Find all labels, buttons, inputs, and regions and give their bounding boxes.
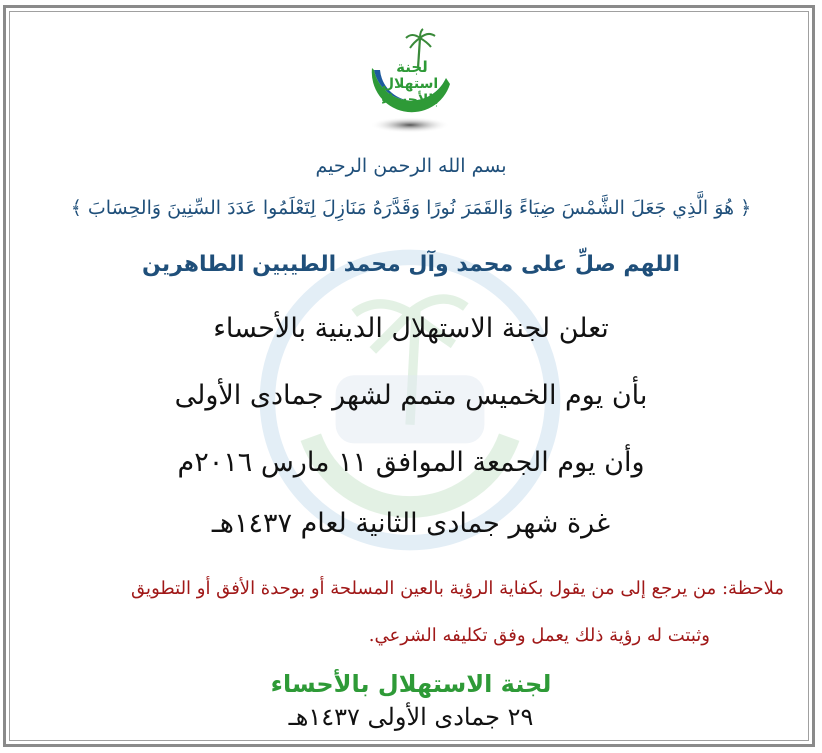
note-line-1: ملاحظة: من يرجع إلى من يقول بكفاية الرؤية بالعين المسلحة أو بوحدة الأفق أو التطويق — [131, 578, 784, 599]
committee-signature: لجنة الاستهلال بالأحساء — [270, 670, 552, 698]
salawat-line: اللهم صلِّ على محمد وآل محمد الطيبين الطاهرين — [142, 252, 680, 277]
logo-word-3: بالأحساء — [381, 92, 439, 108]
announcement-line-4: غرة شهر جمادى الثانية لعام ١٤٣٧هـ — [211, 508, 611, 539]
committee-logo — [360, 28, 460, 136]
announcement-line-2: بأن يوم الخميس متمم لشهر جمادى الأولى — [174, 380, 648, 411]
note-line-2: وثبتت له رؤية ذلك يعمل وفق تكليفه الشرعي. — [368, 625, 710, 646]
announcement-line-1: تعلن لجنة الاستهلال الدينية بالأحساء — [213, 313, 609, 344]
logo-word-1: لجنة — [396, 58, 428, 76]
logo-word-2: استهلال — [381, 76, 439, 92]
quran-verse: ﴿ هُوَ الَّذِي جَعَلَ الشَّمْسَ ضِيَاءً وَالقَمَرَ نُورًا وَقَدَّرَهُ مَنَازِلَ لِتَعْلَمُوا عَدَدَ السِّنِينَ وَالحِسَابَ ﴾ — [70, 197, 752, 219]
basmala: بسم الله الرحمن الرحيم — [315, 155, 507, 177]
hijri-date: ٢٩ جمادى الأولى ١٤٣٧هـ — [288, 703, 534, 731]
announcement-line-3: وأن يوم الجمعة الموافق ١١ مارس ٢٠١٦م — [177, 447, 645, 478]
